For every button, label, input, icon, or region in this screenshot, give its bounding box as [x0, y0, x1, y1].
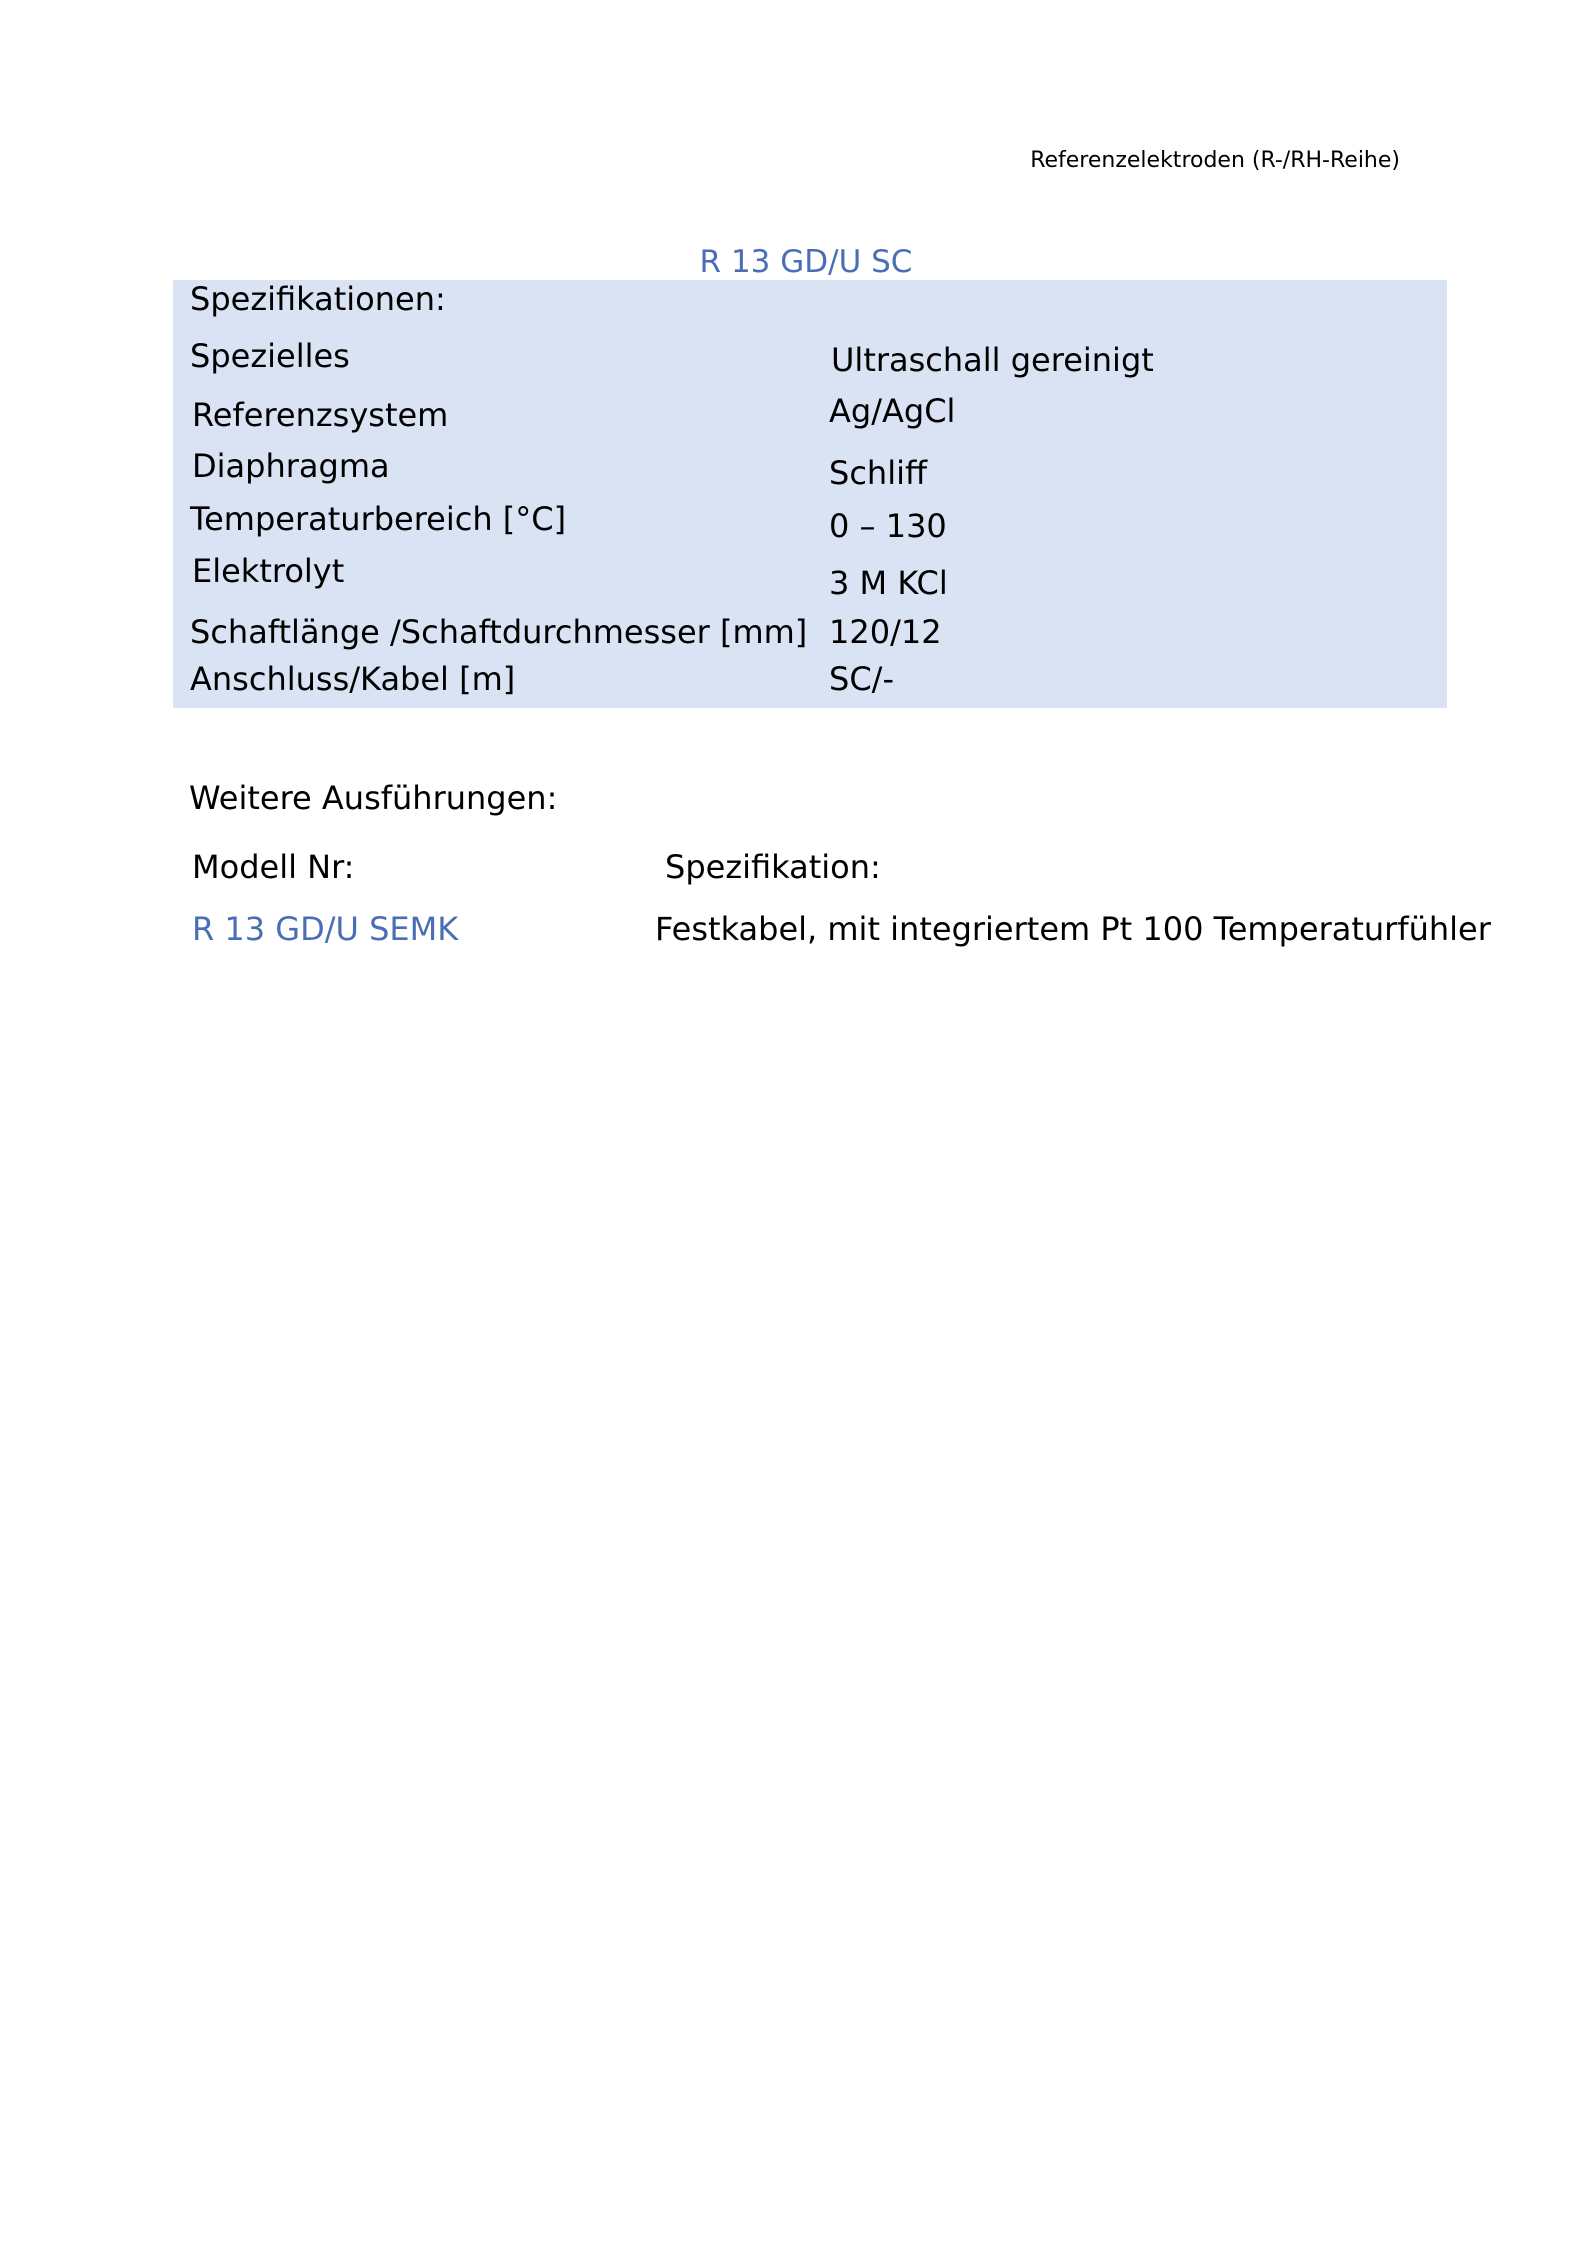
- spec-label-spezielles: Spezielles: [190, 337, 350, 375]
- spec-label-anschluss: Anschluss/Kabel [m]: [190, 660, 516, 698]
- variant-model-link[interactable]: R 13 GD/U SEMK: [192, 910, 459, 948]
- variants-heading: Weitere Ausführungen:: [189, 779, 558, 817]
- variants-column-model: Modell Nr:: [192, 848, 355, 886]
- variants-column-spec: Spezifikation:: [665, 848, 881, 886]
- product-title: R 13 GD/U SC: [699, 244, 913, 280]
- spec-value-referenzsystem: Ag/AgCl: [829, 392, 956, 430]
- specifications-heading: Spezifikationen:: [190, 280, 446, 318]
- spec-value-anschluss: SC/-: [829, 660, 894, 698]
- spec-label-temperaturbereich: Temperaturbereich [°C]: [190, 500, 567, 538]
- spec-value-diaphragma: Schliff: [829, 454, 928, 492]
- spec-label-diaphragma: Diaphragma: [192, 447, 390, 485]
- spec-value-temperaturbereich: 0 – 130: [829, 507, 947, 545]
- spec-value-schaftlaenge: 120/12: [829, 613, 942, 651]
- spec-value-spezielles: Ultraschall gereinigt: [831, 341, 1154, 379]
- variant-model-spec: Festkabel, mit integriertem Pt 100 Temperaturfühler: [655, 910, 1491, 948]
- spec-label-schaftlaenge: Schaftlänge /Schaftdurchmesser [mm]: [190, 613, 808, 651]
- spec-value-elektrolyt: 3 M KCl: [829, 564, 948, 602]
- running-header: Referenzelektroden (R-/RH-Reihe): [1030, 148, 1400, 173]
- spec-label-referenzsystem: Referenzsystem: [192, 396, 449, 434]
- spec-label-elektrolyt: Elektrolyt: [192, 552, 345, 590]
